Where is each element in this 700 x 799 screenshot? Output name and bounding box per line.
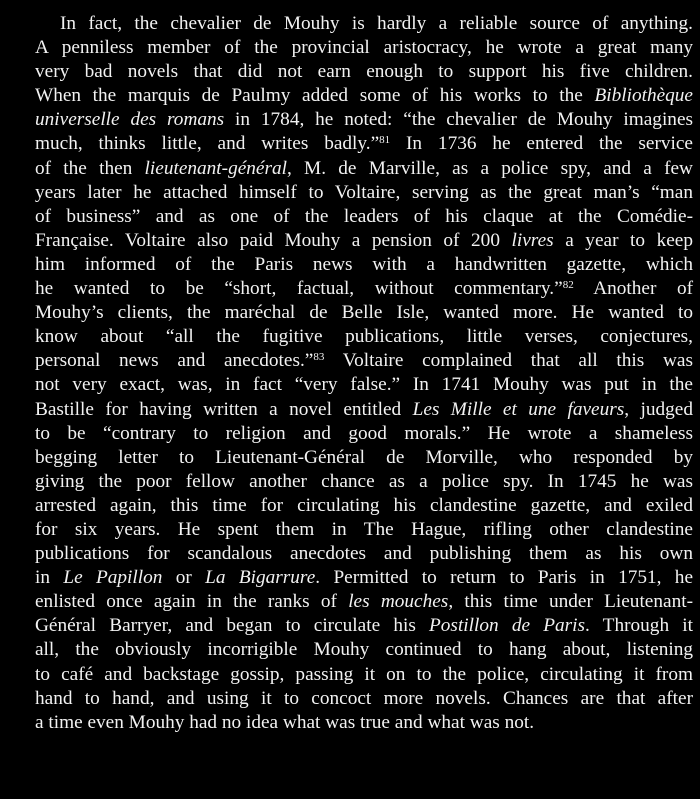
text-line	[35, 181, 693, 205]
text-run: a time even Mouhy had no idea what was true and what was not.	[35, 711, 535, 733]
text-line	[35, 518, 693, 542]
text-run: to café and backstage gossip, passing it on to the police, circulating it from	[35, 663, 693, 685]
text-run: years later he attached himself to Voltaire, serving as the great man’s “man	[35, 181, 693, 203]
text-run: . Through it	[585, 615, 693, 637]
text-run: or	[162, 567, 206, 589]
text-line	[35, 325, 693, 349]
italic-title: lieutenant-général	[144, 157, 287, 179]
text-line	[35, 84, 693, 108]
text-run: know about “all the fugitive publications, little verses, conjectures,	[35, 326, 693, 348]
text-run: hand to hand, and using it to concoct more novels. Chances are that after	[35, 687, 693, 709]
text-run: for six years. He spent them in The Hague, rifling other clandestine	[35, 518, 693, 540]
text-run: him informed of the Paris news with a handwritten gazette, which	[35, 253, 693, 275]
text-line	[35, 590, 693, 614]
text-line	[35, 663, 693, 687]
italic-title: Les Mille et une faveurs	[412, 398, 625, 420]
text-line	[35, 132, 693, 156]
text-run: When the marquis de Paulmy added some of his works to the	[35, 85, 595, 107]
text-run: Française. Voltaire also paid Mouhy a pension of 200	[35, 229, 512, 251]
text-run: very bad novels that did not earn enough to support his five children.	[35, 61, 693, 83]
text-run: begging letter to Lieutenant-Général de Morville, who responded by	[35, 446, 693, 468]
italic-title: Bibliothèque	[594, 85, 693, 107]
text-line	[35, 711, 693, 735]
text-line	[35, 301, 693, 325]
text-run: A penniless member of the provincial aristocracy, he wrote a great many	[35, 37, 693, 59]
text-run: all, the obviously incorrigible Mouhy continued to hang about, listening	[35, 639, 693, 661]
text-line	[35, 494, 693, 518]
text-line	[35, 157, 693, 181]
text-line	[35, 253, 693, 277]
text-line	[35, 422, 693, 446]
text-run: Another of	[573, 278, 694, 300]
text-line	[35, 446, 693, 470]
body-paragraph	[35, 12, 693, 735]
text-run: in 1784, he noted: “the chevalier de Mouhy imagines	[224, 109, 694, 131]
text-line	[35, 470, 693, 494]
text-run: In 1736 he entered the service	[390, 133, 693, 155]
text-run: Bastille for having written a novel entitled	[35, 398, 413, 420]
text-run: to be “contrary to religion and good morals.” He wrote a shameless	[35, 422, 693, 444]
text-run: not very exact, was, in fact “very false.” In 1741 Mouhy was put in the	[35, 374, 693, 396]
footnote-marker: 82	[562, 279, 574, 292]
text-line	[35, 542, 693, 566]
text-run: publications for scandalous anecdotes and publishing them as his own	[35, 543, 693, 565]
text-run: Général Barryer, and began to circulate his	[35, 615, 430, 637]
text-run: in	[35, 567, 64, 589]
text-line	[35, 638, 693, 662]
italic-title: La Bigarrure	[205, 567, 316, 589]
text-run: In fact, the chevalier de Mouhy is hardly a reliable source of anything.	[60, 13, 693, 34]
text-line	[35, 12, 693, 36]
text-run: a year to keep	[553, 229, 693, 251]
text-line	[35, 36, 693, 60]
text-run: much, thinks little, and writes badly.”	[35, 133, 380, 155]
text-line	[35, 349, 693, 373]
text-run: , M. de Marville, as a police spy, and a few	[286, 157, 693, 179]
text-line	[35, 614, 693, 638]
text-line	[35, 277, 693, 301]
text-line	[35, 373, 693, 397]
text-run: Voltaire complained that all this was	[324, 350, 693, 372]
text-run: giving the poor fellow another chance as a police spy. In 1745 he was	[35, 470, 693, 492]
text-run: . Permitted to return to Paris in 1751, he	[315, 567, 694, 589]
text-run: arrested again, this time for circulating his clandestine gazette, and exiled	[35, 494, 693, 516]
footnote-marker: 81	[379, 134, 391, 147]
text-run: enlisted once again in the ranks of	[35, 591, 349, 613]
italic-title: les mouches	[348, 591, 449, 613]
italic-title: Le Papillon	[63, 567, 163, 589]
footnote-marker: 83	[313, 351, 325, 364]
text-line	[35, 60, 693, 84]
text-run: , this time under Lieutenant-	[448, 591, 693, 613]
italic-title: Postillon de Paris	[429, 615, 586, 637]
text-line	[35, 398, 693, 422]
text-run: he wanted to be “short, factual, without commentary.”	[35, 278, 563, 300]
text-run: Mouhy’s clients, the maréchal de Belle Isle, wanted more. He wanted to	[35, 302, 693, 324]
text-run: of business” and as one of the leaders of his claque at the Comédie-	[35, 205, 693, 227]
text-run: personal news and anecdotes.”	[35, 350, 314, 372]
text-line	[35, 205, 693, 229]
text-line	[35, 229, 693, 253]
text-line	[35, 566, 693, 590]
text-line	[35, 108, 693, 132]
text-run: of the then	[35, 157, 145, 179]
italic-title: livres	[511, 229, 554, 251]
text-run: , judged	[624, 398, 693, 420]
italic-title: universelle des romans	[35, 109, 225, 131]
text-line	[35, 687, 693, 711]
